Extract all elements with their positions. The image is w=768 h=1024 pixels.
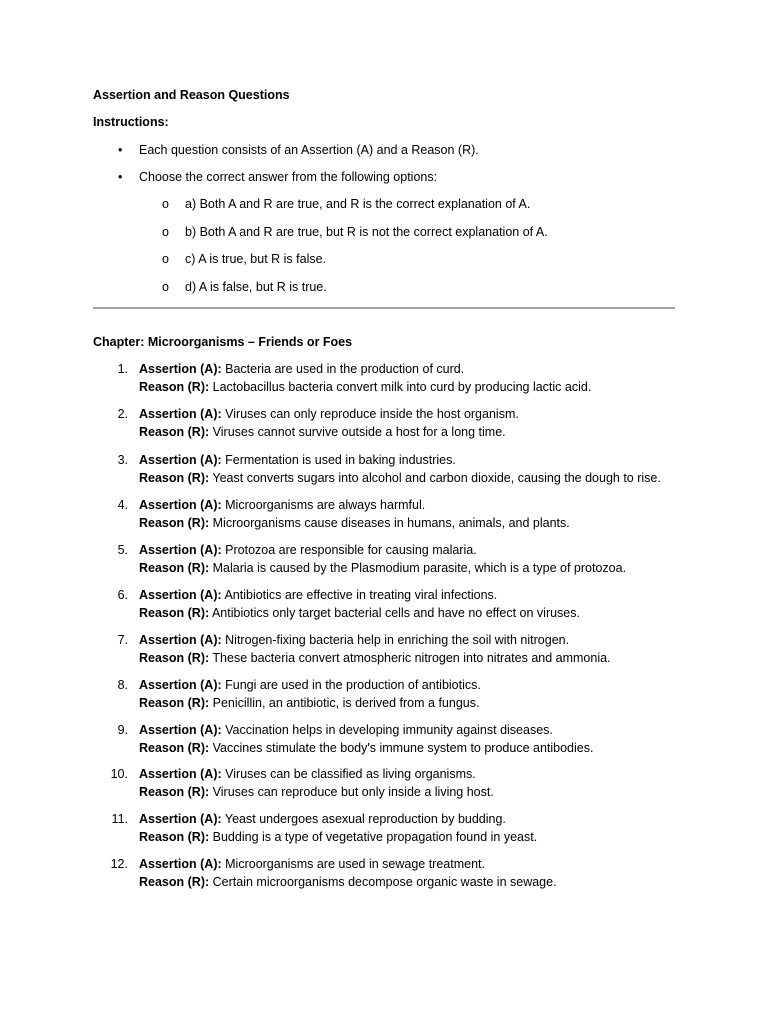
assertion-text: Bacteria are used in the production of curd. bbox=[225, 362, 465, 376]
sub-bullet-marker: o bbox=[162, 252, 169, 266]
assertion-text: Microorganisms are used in sewage treatment. bbox=[225, 857, 485, 871]
reason-label: Reason (R): bbox=[139, 650, 210, 665]
assertion-line bbox=[139, 632, 739, 650]
assertion-line bbox=[139, 856, 739, 874]
reason-label: Reason (R): bbox=[139, 829, 210, 844]
question-number: 8. bbox=[117, 678, 128, 692]
assertion-label: Assertion (A): bbox=[139, 588, 222, 602]
question-number: 10. bbox=[110, 767, 128, 781]
answer-option: a) Both A and R are true, and R is the correct explanation of A. bbox=[185, 197, 531, 211]
assertion-label: Assertion (A): bbox=[139, 362, 222, 376]
assertion-line bbox=[139, 406, 739, 424]
question-number: 5. bbox=[117, 543, 128, 557]
reason-text: These bacteria convert atmospheric nitrogen into nitrates and ammonia. bbox=[212, 650, 611, 665]
question-item bbox=[139, 766, 739, 801]
reason-text: Lactobacillus bacteria convert milk into curd by producing lactic acid. bbox=[212, 379, 592, 394]
assertion-line bbox=[139, 497, 739, 515]
reason-line bbox=[139, 695, 739, 713]
question-number: 2. bbox=[117, 407, 128, 421]
assertion-text: Fungi are used in the production of antibiotics. bbox=[225, 678, 481, 692]
assertion-label: Assertion (A): bbox=[139, 498, 222, 512]
question-number: 12. bbox=[110, 857, 128, 871]
assertion-label: Assertion (A): bbox=[139, 543, 222, 557]
reason-label: Reason (R): bbox=[139, 874, 210, 889]
bullet-marker: • bbox=[118, 170, 123, 184]
reason-text: Budding is a type of vegetative propagation found in yeast. bbox=[212, 829, 538, 844]
assertion-label: Assertion (A): bbox=[139, 453, 222, 467]
reason-text: Malaria is caused by the Plasmodium parasite, which is a type of protozoa. bbox=[212, 560, 627, 575]
question-number: 11. bbox=[111, 812, 128, 826]
assertion-text: Viruses can be classified as living organisms. bbox=[225, 767, 476, 781]
instructions-heading: Instructions: bbox=[93, 115, 169, 129]
reason-label: Reason (R): bbox=[139, 695, 210, 710]
answer-option: d) A is false, but R is true. bbox=[185, 280, 327, 294]
reason-label: Reason (R): bbox=[139, 470, 210, 485]
reason-label: Reason (R): bbox=[139, 740, 210, 755]
assertion-label: Assertion (A): bbox=[139, 857, 222, 871]
reason-label: Reason (R): bbox=[139, 424, 210, 439]
assertion-text: Microorganisms are always harmful. bbox=[225, 498, 426, 512]
reason-line bbox=[139, 740, 739, 758]
question-item bbox=[139, 497, 739, 532]
assertion-text: Vaccination helps in developing immunity against diseases. bbox=[225, 723, 553, 737]
reason-label: Reason (R): bbox=[139, 560, 210, 575]
question-item bbox=[139, 406, 739, 441]
reason-line bbox=[139, 874, 739, 892]
question-item bbox=[139, 452, 739, 487]
question-item bbox=[139, 632, 739, 667]
assertion-line bbox=[139, 452, 739, 470]
reason-line bbox=[139, 515, 739, 533]
reason-text: Penicillin, an antibiotic, is derived from a fungus. bbox=[212, 695, 480, 710]
reason-line bbox=[139, 470, 739, 488]
reason-label: Reason (R): bbox=[139, 784, 210, 799]
question-number: 3. bbox=[117, 453, 128, 467]
question-item bbox=[139, 587, 739, 622]
assertion-label: Assertion (A): bbox=[139, 633, 222, 647]
reason-line bbox=[139, 829, 739, 847]
reason-text: Viruses can reproduce but only inside a living host. bbox=[212, 784, 494, 799]
question-number: 4. bbox=[117, 498, 128, 512]
reason-line bbox=[139, 605, 739, 623]
assertion-label: Assertion (A): bbox=[139, 767, 222, 781]
reason-line bbox=[139, 650, 739, 668]
question-item bbox=[139, 361, 739, 396]
assertion-text: Protozoa are responsible for causing malaria. bbox=[225, 543, 477, 557]
sub-bullet-marker: o bbox=[162, 280, 169, 294]
assertion-line bbox=[139, 587, 739, 605]
page-title: Assertion and Reason Questions bbox=[93, 88, 290, 102]
assertion-label: Assertion (A): bbox=[139, 407, 222, 421]
assertion-line bbox=[139, 542, 739, 560]
sub-bullet-marker: o bbox=[162, 225, 169, 239]
assertion-text: Nitrogen-fixing bacteria help in enriching the soil with nitrogen. bbox=[225, 633, 570, 647]
instruction-item: Choose the correct answer from the following options: bbox=[139, 170, 438, 184]
assertion-text: Viruses can only reproduce inside the host organism. bbox=[225, 407, 519, 421]
assertion-line bbox=[139, 361, 739, 379]
answer-option: b) Both A and R are true, but R is not the correct explanation of A. bbox=[185, 225, 548, 239]
assertion-text: Yeast undergoes asexual reproduction by budding. bbox=[224, 812, 506, 826]
answer-option: c) A is true, but R is false. bbox=[185, 252, 327, 266]
question-item bbox=[139, 722, 739, 757]
reason-line bbox=[139, 560, 739, 578]
assertion-label: Assertion (A): bbox=[139, 812, 222, 826]
chapter-heading: Chapter: Microorganisms – Friends or Foes bbox=[93, 335, 353, 349]
instruction-item: Each question consists of an Assertion (A) and a Reason (R). bbox=[139, 143, 479, 157]
reason-text: Yeast converts sugars into alcohol and carbon dioxide, causing the dough to rise. bbox=[212, 470, 661, 485]
assertion-label: Assertion (A): bbox=[139, 723, 222, 737]
question-number: 1. bbox=[117, 362, 128, 376]
reason-label: Reason (R): bbox=[139, 515, 210, 530]
bullet-marker: • bbox=[118, 143, 123, 157]
reason-label: Reason (R): bbox=[139, 379, 210, 394]
question-number: 9. bbox=[117, 723, 128, 737]
reason-line bbox=[139, 424, 739, 442]
assertion-text: Fermentation is used in baking industries. bbox=[225, 453, 456, 467]
reason-text: Vaccines stimulate the body's immune system to produce antibodies. bbox=[212, 740, 594, 755]
question-item bbox=[139, 542, 739, 577]
reason-text: Certain microorganisms decompose organic waste in sewage. bbox=[212, 874, 557, 889]
question-number: 7. bbox=[117, 633, 128, 647]
assertion-line bbox=[139, 722, 739, 740]
assertion-line bbox=[139, 811, 739, 829]
sub-bullet-marker: o bbox=[162, 197, 169, 211]
reason-line bbox=[139, 379, 739, 397]
reason-label: Reason (R): bbox=[139, 605, 210, 620]
assertion-line bbox=[139, 677, 739, 695]
question-number: 6. bbox=[117, 588, 128, 602]
assertion-label: Assertion (A): bbox=[139, 678, 222, 692]
assertion-line bbox=[139, 766, 739, 784]
question-item bbox=[139, 811, 739, 846]
question-item bbox=[139, 856, 739, 891]
question-item bbox=[139, 677, 739, 712]
reason-line bbox=[139, 784, 739, 802]
reason-text: Antibiotics only target bacterial cells and have no effect on viruses. bbox=[211, 605, 580, 620]
horizontal-divider bbox=[93, 307, 675, 309]
reason-text: Microorganisms cause diseases in humans, animals, and plants. bbox=[212, 515, 570, 530]
assertion-text: Antibiotics are effective in treating viral infections. bbox=[224, 588, 498, 602]
reason-text: Viruses cannot survive outside a host for a long time. bbox=[212, 424, 506, 439]
